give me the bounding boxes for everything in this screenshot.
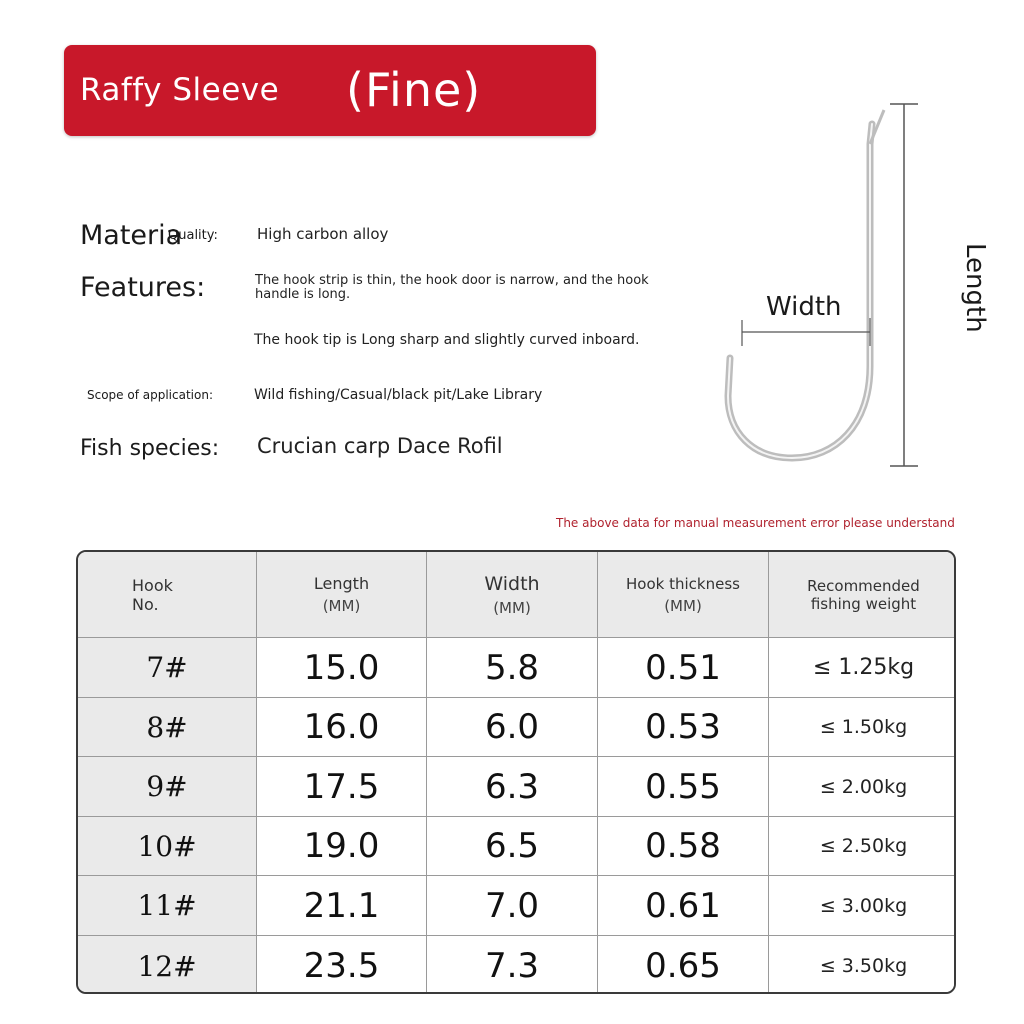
row-2-weight: ≤ 1.50kg: [769, 698, 956, 757]
row-5-weight: ≤ 3.00kg: [769, 876, 956, 936]
header-length-line1: Length: [313, 574, 370, 593]
row-2-length: 16.0: [257, 698, 427, 757]
header-hook-no: [78, 552, 257, 638]
row-2-thickness: 0.53: [598, 698, 769, 757]
features-line-2: handle is long.: [255, 287, 351, 302]
header-thickness-line1: Hook thickness: [626, 574, 740, 593]
hook-diagram: [700, 96, 960, 476]
header-length: [257, 552, 427, 638]
row-2-hook: 8#: [78, 698, 257, 757]
fish-species-label: Fish species:: [80, 436, 220, 461]
features-label: Features:: [80, 272, 206, 303]
header-hook-thickness: [598, 552, 769, 638]
features-line-1: The hook strip is thin, the hook door is narrow, and the hook: [255, 273, 649, 288]
row-5-hook: 11#: [78, 876, 257, 936]
row-4-weight: ≤ 2.50kg: [769, 817, 956, 876]
header-hook-no-line1: Hook: [132, 575, 173, 595]
spec-table: [76, 550, 956, 994]
fish-species-value: Crucian carp Dace Rofil: [257, 434, 503, 458]
row-4-width: 6.5: [427, 817, 598, 876]
header-width-line1: Width: [484, 572, 540, 595]
header-thickness-unit: (MM): [664, 596, 702, 615]
hook-shape: [728, 124, 872, 458]
row-4-thickness: 0.58: [598, 817, 769, 876]
row-3-hook: 9#: [78, 757, 257, 817]
material-label: Materia: [80, 220, 183, 251]
row-1-width: 5.8: [427, 638, 598, 698]
row-3-weight: ≤ 2.00kg: [769, 757, 956, 817]
row-6-weight: ≤ 3.50kg: [769, 936, 956, 994]
measurement-note: The above data for manual measurement error please understand: [556, 516, 955, 530]
scope-value: Wild fishing/Casual/black pit/Lake Library: [254, 387, 543, 403]
row-3-length: 17.5: [257, 757, 427, 817]
row-3-width: 6.3: [427, 757, 598, 817]
length-label: Length: [960, 243, 990, 333]
scope-label: Scope of application:: [87, 388, 213, 402]
quality-label: Quality:: [168, 228, 218, 243]
row-1-weight: ≤ 1.25kg: [769, 638, 956, 698]
row-6-length: 23.5: [257, 936, 427, 994]
row-1-hook: 7#: [78, 638, 257, 698]
row-6-hook: 12#: [78, 936, 257, 994]
header-length-unit: (MM): [322, 597, 361, 615]
banner-title: Raffy Sleeve: [80, 72, 280, 108]
row-6-thickness: 0.65: [598, 936, 769, 994]
banner-subtitle: (Fine): [346, 63, 482, 117]
header-fishing-weight: [769, 552, 956, 638]
quality-value: High carbon alloy: [257, 225, 389, 243]
row-4-hook: 10#: [78, 817, 257, 876]
header-weight-line1: Recommended: [807, 576, 920, 595]
row-5-width: 7.0: [427, 876, 598, 936]
header-hook-no-line2: No.: [132, 594, 159, 614]
row-1-length: 15.0: [257, 638, 427, 698]
header-width: [427, 552, 598, 638]
row-5-length: 21.1: [257, 876, 427, 936]
row-6-width: 7.3: [427, 936, 598, 994]
row-5-thickness: 0.61: [598, 876, 769, 936]
row-1-thickness: 0.51: [598, 638, 769, 698]
row-3-thickness: 0.55: [598, 757, 769, 817]
header-width-unit: (MM): [493, 598, 531, 617]
row-2-width: 6.0: [427, 698, 598, 757]
header-weight-line2: fishing weight: [810, 594, 917, 613]
features-line-3: The hook tip is Long sharp and slightly curved inboard.: [254, 332, 640, 348]
row-4-length: 19.0: [257, 817, 427, 876]
hook-shape-highlight: [728, 124, 872, 458]
width-label: Width: [766, 292, 842, 322]
